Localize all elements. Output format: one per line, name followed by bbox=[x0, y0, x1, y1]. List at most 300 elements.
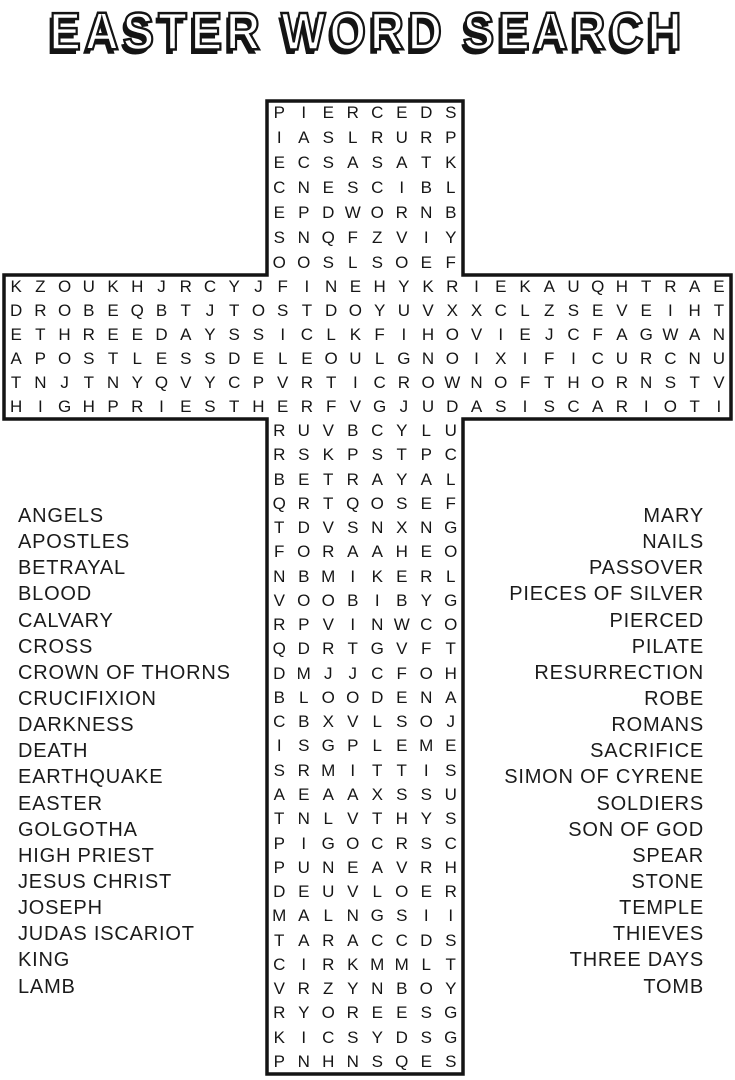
grid-cell[interactable]: T bbox=[274, 809, 285, 829]
grid-cell[interactable]: E bbox=[252, 349, 265, 368]
grid-cell[interactable]: R bbox=[297, 493, 310, 513]
grid-cell[interactable]: D bbox=[297, 518, 310, 538]
grid-cell[interactable]: D bbox=[446, 397, 459, 416]
grid-cell[interactable]: S bbox=[204, 349, 216, 368]
grid-cell[interactable]: S bbox=[371, 445, 383, 465]
grid-cell[interactable]: R bbox=[273, 1003, 286, 1023]
grid-cell[interactable]: T bbox=[229, 397, 240, 416]
grid-cell[interactable]: W bbox=[344, 202, 361, 222]
grid-cell[interactable]: D bbox=[9, 301, 23, 320]
grid-cell[interactable]: C bbox=[203, 277, 217, 296]
grid-cell[interactable]: H bbox=[444, 663, 457, 683]
grid-cell[interactable]: S bbox=[322, 128, 334, 148]
grid-cell[interactable]: E bbox=[301, 349, 313, 368]
grid-cell[interactable]: O bbox=[663, 397, 678, 416]
grid-cell[interactable]: K bbox=[445, 153, 457, 173]
grid-cell[interactable]: N bbox=[421, 349, 435, 368]
grid-cell[interactable]: N bbox=[297, 227, 310, 247]
grid-cell[interactable]: S bbox=[322, 252, 334, 272]
grid-cell[interactable]: P bbox=[252, 373, 265, 392]
grid-cell[interactable]: Q bbox=[130, 301, 144, 320]
grid-cell[interactable]: J bbox=[348, 663, 357, 683]
grid-cell[interactable]: V bbox=[273, 590, 285, 610]
grid-cell[interactable]: B bbox=[298, 712, 310, 732]
grid-cell[interactable]: S bbox=[396, 785, 408, 804]
grid-cell[interactable]: R bbox=[300, 397, 314, 416]
grid-cell[interactable]: F bbox=[274, 542, 285, 562]
grid-cell[interactable]: Y bbox=[396, 469, 408, 489]
grid-cell[interactable]: O bbox=[57, 277, 72, 296]
grid-cell[interactable]: A bbox=[371, 857, 383, 877]
grid-cell[interactable]: R bbox=[664, 277, 677, 296]
grid-cell[interactable]: J bbox=[399, 397, 409, 416]
grid-cell[interactable]: T bbox=[274, 930, 285, 950]
grid-cell[interactable]: S bbox=[347, 518, 359, 538]
grid-cell[interactable]: S bbox=[277, 301, 289, 320]
grid-cell[interactable]: T bbox=[445, 639, 456, 659]
grid-cell[interactable]: F bbox=[421, 639, 432, 659]
grid-cell[interactable]: T bbox=[323, 469, 334, 489]
grid-cell[interactable]: V bbox=[396, 857, 408, 877]
grid-cell[interactable]: C bbox=[371, 177, 384, 197]
grid-cell[interactable]: O bbox=[321, 1003, 335, 1023]
grid-cell[interactable]: V bbox=[347, 712, 359, 732]
grid-cell[interactable]: D bbox=[228, 349, 241, 368]
grid-cell[interactable]: R bbox=[346, 1003, 359, 1023]
grid-cell[interactable]: S bbox=[83, 349, 95, 368]
grid-cell[interactable]: F bbox=[519, 373, 531, 392]
grid-cell[interactable]: R bbox=[397, 373, 410, 392]
grid-cell[interactable]: C bbox=[273, 177, 286, 197]
grid-cell[interactable]: G bbox=[397, 349, 411, 368]
grid-cell[interactable]: E bbox=[347, 857, 359, 877]
grid-cell[interactable]: K bbox=[347, 954, 359, 974]
grid-cell[interactable]: T bbox=[372, 809, 383, 829]
grid-cell[interactable]: A bbox=[470, 397, 483, 416]
grid-cell[interactable]: A bbox=[347, 542, 359, 562]
grid-cell[interactable]: O bbox=[321, 590, 335, 610]
grid-cell[interactable]: L bbox=[372, 712, 382, 732]
grid-cell[interactable]: F bbox=[325, 397, 337, 416]
grid-cell[interactable]: C bbox=[228, 373, 241, 392]
grid-cell[interactable]: F bbox=[347, 227, 358, 247]
grid-cell[interactable]: P bbox=[273, 1051, 285, 1071]
grid-cell[interactable]: N bbox=[420, 518, 433, 538]
grid-cell[interactable]: R bbox=[273, 445, 286, 465]
grid-cell[interactable]: D bbox=[420, 103, 433, 123]
grid-cell[interactable]: V bbox=[422, 301, 434, 320]
grid-cell[interactable]: A bbox=[273, 785, 285, 804]
grid-cell[interactable]: O bbox=[324, 349, 338, 368]
grid-cell[interactable]: A bbox=[688, 277, 701, 296]
grid-cell[interactable]: O bbox=[272, 252, 286, 272]
grid-cell[interactable]: J bbox=[60, 373, 69, 392]
grid-cell[interactable]: E bbox=[640, 301, 652, 320]
grid-cell[interactable]: G bbox=[321, 736, 335, 756]
grid-cell[interactable]: Q bbox=[395, 1051, 409, 1071]
grid-cell[interactable]: V bbox=[396, 227, 408, 247]
grid-cell[interactable]: S bbox=[252, 325, 265, 344]
grid-cell[interactable]: V bbox=[180, 373, 192, 392]
grid-cell[interactable]: R bbox=[273, 421, 286, 441]
grid-cell[interactable]: S bbox=[420, 785, 432, 804]
grid-cell[interactable]: W bbox=[662, 325, 679, 344]
grid-cell[interactable]: L bbox=[299, 687, 309, 707]
grid-cell[interactable]: S bbox=[420, 1027, 432, 1047]
grid-cell[interactable]: R bbox=[179, 277, 192, 296]
grid-cell[interactable]: P bbox=[445, 128, 457, 148]
grid-cell[interactable]: V bbox=[396, 639, 408, 659]
grid-cell[interactable]: L bbox=[277, 349, 288, 368]
grid-cell[interactable]: I bbox=[401, 325, 407, 344]
grid-cell[interactable]: I bbox=[301, 103, 307, 123]
grid-cell[interactable]: D bbox=[325, 301, 338, 320]
grid-cell[interactable]: S bbox=[420, 1003, 432, 1023]
grid-cell[interactable]: T bbox=[713, 301, 725, 320]
grid-cell[interactable]: W bbox=[444, 373, 461, 392]
grid-cell[interactable]: Y bbox=[204, 325, 216, 344]
grid-cell[interactable]: E bbox=[131, 325, 143, 344]
grid-cell[interactable]: I bbox=[571, 349, 576, 368]
grid-cell[interactable]: Q bbox=[591, 277, 605, 296]
grid-cell[interactable]: F bbox=[592, 325, 603, 344]
grid-cell[interactable]: C bbox=[444, 833, 457, 853]
grid-cell[interactable]: D bbox=[322, 202, 335, 222]
grid-cell[interactable]: O bbox=[370, 202, 384, 222]
grid-cell[interactable]: S bbox=[228, 325, 240, 344]
grid-cell[interactable]: S bbox=[273, 227, 285, 247]
grid-cell[interactable]: T bbox=[180, 301, 191, 320]
grid-cell[interactable]: T bbox=[396, 445, 407, 465]
grid-cell[interactable]: D bbox=[297, 639, 310, 659]
grid-cell[interactable]: A bbox=[180, 325, 192, 344]
grid-cell[interactable]: A bbox=[371, 542, 383, 562]
grid-cell[interactable]: Q bbox=[272, 639, 286, 659]
grid-cell[interactable]: N bbox=[371, 615, 384, 635]
grid-cell[interactable]: T bbox=[10, 373, 22, 392]
grid-cell[interactable]: S bbox=[445, 809, 457, 829]
grid-cell[interactable]: B bbox=[298, 566, 310, 586]
grid-cell[interactable]: U bbox=[444, 785, 457, 804]
grid-cell[interactable]: C bbox=[371, 663, 384, 683]
grid-cell[interactable]: C bbox=[567, 325, 580, 344]
grid-cell[interactable]: P bbox=[347, 736, 359, 756]
grid-cell[interactable]: U bbox=[421, 397, 435, 416]
grid-cell[interactable]: T bbox=[689, 373, 700, 392]
grid-cell[interactable]: R bbox=[322, 639, 335, 659]
grid-cell[interactable]: Y bbox=[420, 809, 432, 829]
grid-cell[interactable]: U bbox=[82, 277, 95, 296]
grid-cell[interactable]: G bbox=[372, 397, 387, 416]
grid-cell[interactable]: V bbox=[322, 421, 334, 441]
grid-cell[interactable]: R bbox=[615, 397, 629, 416]
grid-cell[interactable]: I bbox=[301, 833, 307, 853]
grid-cell[interactable]: Q bbox=[321, 227, 335, 247]
grid-cell[interactable]: I bbox=[353, 373, 358, 392]
grid-cell[interactable]: S bbox=[371, 153, 383, 173]
grid-cell[interactable]: B bbox=[396, 979, 408, 999]
grid-cell[interactable]: R bbox=[34, 301, 47, 320]
grid-cell[interactable]: L bbox=[323, 906, 333, 926]
grid-cell[interactable]: N bbox=[297, 1051, 310, 1071]
grid-cell[interactable]: E bbox=[495, 277, 507, 296]
grid-cell[interactable]: J bbox=[324, 663, 333, 683]
grid-cell[interactable]: O bbox=[494, 373, 508, 392]
grid-cell[interactable]: N bbox=[371, 979, 384, 999]
grid-cell[interactable]: Z bbox=[544, 301, 555, 320]
grid-cell[interactable]: N bbox=[106, 373, 120, 392]
grid-cell[interactable]: K bbox=[422, 277, 434, 296]
grid-cell[interactable]: E bbox=[420, 1051, 432, 1071]
grid-cell[interactable]: U bbox=[297, 857, 310, 877]
grid-cell[interactable]: R bbox=[395, 833, 408, 853]
grid-cell[interactable]: S bbox=[445, 930, 457, 950]
grid-cell[interactable]: C bbox=[664, 349, 677, 368]
grid-cell[interactable]: S bbox=[371, 1051, 383, 1071]
grid-cell[interactable]: C bbox=[322, 1027, 335, 1047]
grid-cell[interactable]: H bbox=[322, 1051, 335, 1071]
grid-cell[interactable]: V bbox=[616, 301, 628, 320]
grid-cell[interactable]: N bbox=[420, 687, 433, 707]
grid-cell[interactable]: O bbox=[57, 301, 72, 320]
grid-cell[interactable]: E bbox=[420, 882, 432, 902]
grid-cell[interactable]: C bbox=[273, 712, 286, 732]
grid-cell[interactable]: R bbox=[446, 277, 459, 296]
grid-cell[interactable]: I bbox=[399, 177, 405, 197]
grid-cell[interactable]: O bbox=[591, 373, 605, 392]
grid-cell[interactable]: O bbox=[419, 712, 433, 732]
grid-cell[interactable]: L bbox=[446, 566, 456, 586]
grid-cell[interactable]: P bbox=[298, 615, 310, 635]
grid-cell[interactable]: V bbox=[347, 809, 359, 829]
grid-cell[interactable]: D bbox=[273, 663, 286, 683]
grid-cell[interactable]: E bbox=[322, 177, 334, 197]
grid-cell[interactable]: M bbox=[370, 954, 385, 974]
grid-cell[interactable]: R bbox=[420, 566, 433, 586]
grid-cell[interactable]: R bbox=[300, 373, 314, 392]
grid-cell[interactable]: S bbox=[420, 833, 432, 853]
grid-cell[interactable]: Y bbox=[420, 590, 432, 610]
grid-cell[interactable]: E bbox=[371, 1003, 383, 1023]
grid-cell[interactable]: C bbox=[444, 445, 457, 465]
grid-cell[interactable]: X bbox=[322, 712, 334, 732]
grid-cell[interactable]: N bbox=[420, 202, 433, 222]
grid-cell[interactable]: O bbox=[445, 325, 459, 344]
grid-cell[interactable]: R bbox=[297, 979, 310, 999]
grid-cell[interactable]: S bbox=[347, 177, 359, 197]
grid-cell[interactable]: H bbox=[9, 397, 23, 416]
grid-cell[interactable]: A bbox=[298, 930, 310, 950]
grid-cell[interactable]: R bbox=[322, 542, 335, 562]
grid-cell[interactable]: G bbox=[57, 397, 72, 416]
grid-cell[interactable]: Z bbox=[35, 277, 46, 296]
grid-cell[interactable]: A bbox=[688, 325, 701, 344]
grid-cell[interactable]: R bbox=[273, 615, 286, 635]
grid-cell[interactable]: T bbox=[396, 760, 407, 780]
grid-cell[interactable]: L bbox=[421, 954, 431, 974]
grid-cell[interactable]: A bbox=[420, 469, 432, 489]
grid-cell[interactable]: A bbox=[396, 153, 408, 173]
grid-cell[interactable]: U bbox=[349, 349, 362, 368]
grid-cell[interactable]: Q bbox=[346, 493, 360, 513]
grid-cell[interactable]: B bbox=[445, 202, 457, 222]
grid-cell[interactable]: V bbox=[273, 979, 285, 999]
grid-cell[interactable]: T bbox=[640, 277, 652, 296]
grid-cell[interactable]: P bbox=[273, 857, 285, 877]
grid-cell[interactable]: O bbox=[370, 493, 384, 513]
grid-cell[interactable]: C bbox=[300, 325, 314, 344]
grid-cell[interactable]: N bbox=[34, 373, 47, 392]
grid-cell[interactable]: A bbox=[347, 785, 359, 804]
grid-cell[interactable]: H bbox=[58, 325, 71, 344]
grid-cell[interactable]: J bbox=[446, 712, 455, 732]
grid-cell[interactable]: N bbox=[346, 1051, 359, 1071]
grid-cell[interactable]: A bbox=[347, 930, 359, 950]
grid-cell[interactable]: L bbox=[323, 809, 333, 829]
grid-cell[interactable]: I bbox=[374, 590, 380, 610]
grid-cell[interactable]: O bbox=[297, 252, 311, 272]
grid-cell[interactable]: T bbox=[301, 301, 313, 320]
grid-cell[interactable]: I bbox=[498, 325, 504, 344]
grid-cell[interactable]: U bbox=[444, 421, 457, 441]
grid-cell[interactable]: I bbox=[522, 349, 528, 368]
grid-cell[interactable]: N bbox=[470, 373, 483, 392]
grid-cell[interactable]: I bbox=[716, 397, 722, 416]
grid-cell[interactable]: I bbox=[280, 325, 286, 344]
grid-cell[interactable]: F bbox=[396, 663, 407, 683]
grid-cell[interactable]: E bbox=[396, 736, 408, 756]
grid-cell[interactable]: T bbox=[35, 325, 46, 344]
grid-cell[interactable]: O bbox=[348, 301, 362, 320]
grid-cell[interactable]: R bbox=[322, 930, 335, 950]
grid-cell[interactable]: R bbox=[395, 202, 408, 222]
grid-cell[interactable]: L bbox=[374, 349, 385, 368]
grid-cell[interactable]: C bbox=[371, 421, 384, 441]
grid-cell[interactable]: J bbox=[544, 325, 554, 344]
grid-cell[interactable]: E bbox=[298, 882, 310, 902]
grid-cell[interactable]: B bbox=[347, 590, 359, 610]
grid-cell[interactable]: R bbox=[346, 469, 359, 489]
grid-cell[interactable]: I bbox=[423, 227, 429, 247]
grid-cell[interactable]: H bbox=[82, 397, 95, 416]
grid-cell[interactable]: U bbox=[297, 421, 310, 441]
grid-cell[interactable]: L bbox=[446, 177, 456, 197]
grid-cell[interactable]: K bbox=[371, 566, 383, 586]
grid-cell[interactable]: Y bbox=[396, 421, 408, 441]
grid-cell[interactable]: N bbox=[688, 349, 701, 368]
grid-cell[interactable]: S bbox=[396, 493, 408, 513]
grid-cell[interactable]: N bbox=[712, 325, 726, 344]
grid-cell[interactable]: T bbox=[229, 301, 240, 320]
grid-cell[interactable]: G bbox=[444, 1003, 458, 1023]
grid-cell[interactable]: L bbox=[348, 128, 358, 148]
grid-cell[interactable]: Z bbox=[372, 227, 383, 247]
grid-cell[interactable]: Y bbox=[228, 277, 240, 296]
grid-cell[interactable]: H bbox=[131, 277, 144, 296]
grid-cell[interactable]: J bbox=[157, 277, 166, 296]
grid-cell[interactable]: A bbox=[322, 785, 334, 804]
grid-cell[interactable]: B bbox=[420, 177, 432, 197]
grid-cell[interactable]: M bbox=[394, 954, 409, 974]
grid-cell[interactable]: Y bbox=[445, 227, 457, 247]
grid-cell[interactable]: E bbox=[519, 325, 531, 344]
grid-cell[interactable]: N bbox=[640, 373, 653, 392]
grid-cell[interactable]: D bbox=[395, 1027, 408, 1047]
grid-cell[interactable]: I bbox=[423, 760, 429, 780]
grid-cell[interactable]: I bbox=[350, 615, 356, 635]
grid-cell[interactable]: P bbox=[107, 397, 119, 416]
grid-cell[interactable]: K bbox=[273, 1027, 285, 1047]
grid-cell[interactable]: M bbox=[296, 663, 311, 683]
grid-cell[interactable]: G bbox=[370, 639, 384, 659]
grid-cell[interactable]: O bbox=[346, 687, 360, 707]
grid-cell[interactable]: A bbox=[298, 906, 310, 926]
grid-cell[interactable]: L bbox=[326, 325, 336, 344]
grid-cell[interactable]: O bbox=[395, 252, 409, 272]
grid-cell[interactable]: A bbox=[592, 397, 604, 416]
grid-cell[interactable]: T bbox=[544, 373, 555, 392]
grid-cell[interactable]: L bbox=[446, 469, 456, 489]
grid-cell[interactable]: S bbox=[445, 103, 457, 123]
grid-cell[interactable]: B bbox=[396, 590, 408, 610]
grid-cell[interactable]: D bbox=[420, 930, 433, 950]
grid-cell[interactable]: C bbox=[297, 153, 310, 173]
grid-cell[interactable]: X bbox=[446, 301, 458, 320]
grid-cell[interactable]: C bbox=[371, 103, 384, 123]
grid-cell[interactable]: V bbox=[322, 615, 334, 635]
grid-cell[interactable]: L bbox=[348, 252, 358, 272]
grid-cell[interactable]: R bbox=[82, 325, 95, 344]
grid-cell[interactable]: X bbox=[495, 349, 507, 368]
grid-cell[interactable]: S bbox=[273, 760, 285, 780]
grid-cell[interactable]: G bbox=[370, 906, 384, 926]
grid-cell[interactable]: G bbox=[639, 325, 653, 344]
grid-cell[interactable]: O bbox=[444, 542, 458, 562]
grid-cell[interactable]: K bbox=[349, 325, 362, 344]
grid-cell[interactable]: L bbox=[372, 882, 382, 902]
grid-cell[interactable]: A bbox=[10, 349, 22, 368]
grid-cell[interactable]: R bbox=[371, 128, 384, 148]
grid-cell[interactable]: P bbox=[298, 202, 310, 222]
grid-cell[interactable]: K bbox=[519, 277, 531, 296]
grid-cell[interactable]: Y bbox=[398, 277, 410, 296]
grid-cell[interactable]: S bbox=[495, 397, 507, 416]
grid-cell[interactable]: I bbox=[643, 397, 649, 416]
grid-cell[interactable]: C bbox=[373, 373, 386, 392]
grid-cell[interactable]: O bbox=[297, 590, 311, 610]
grid-cell[interactable]: N bbox=[322, 857, 335, 877]
grid-cell[interactable]: V bbox=[277, 373, 289, 392]
grid-cell[interactable]: H bbox=[395, 542, 408, 562]
grid-cell[interactable]: G bbox=[444, 518, 458, 538]
grid-cell[interactable]: Y bbox=[371, 1027, 383, 1047]
grid-cell[interactable]: Y bbox=[204, 373, 216, 392]
grid-cell[interactable]: M bbox=[321, 760, 336, 780]
grid-cell[interactable]: N bbox=[297, 177, 310, 197]
grid-cell[interactable]: U bbox=[615, 349, 629, 368]
grid-cell[interactable]: S bbox=[664, 373, 677, 392]
grid-cell[interactable]: I bbox=[474, 277, 479, 296]
grid-cell[interactable]: K bbox=[322, 445, 334, 465]
grid-cell[interactable]: E bbox=[180, 397, 192, 416]
grid-cell[interactable]: V bbox=[713, 373, 725, 392]
grid-cell[interactable]: M bbox=[419, 736, 434, 756]
grid-cell[interactable]: A bbox=[543, 277, 555, 296]
grid-cell[interactable]: E bbox=[396, 566, 408, 586]
grid-cell[interactable]: S bbox=[396, 712, 408, 732]
grid-cell[interactable]: I bbox=[423, 906, 429, 926]
grid-cell[interactable]: V bbox=[349, 397, 362, 416]
